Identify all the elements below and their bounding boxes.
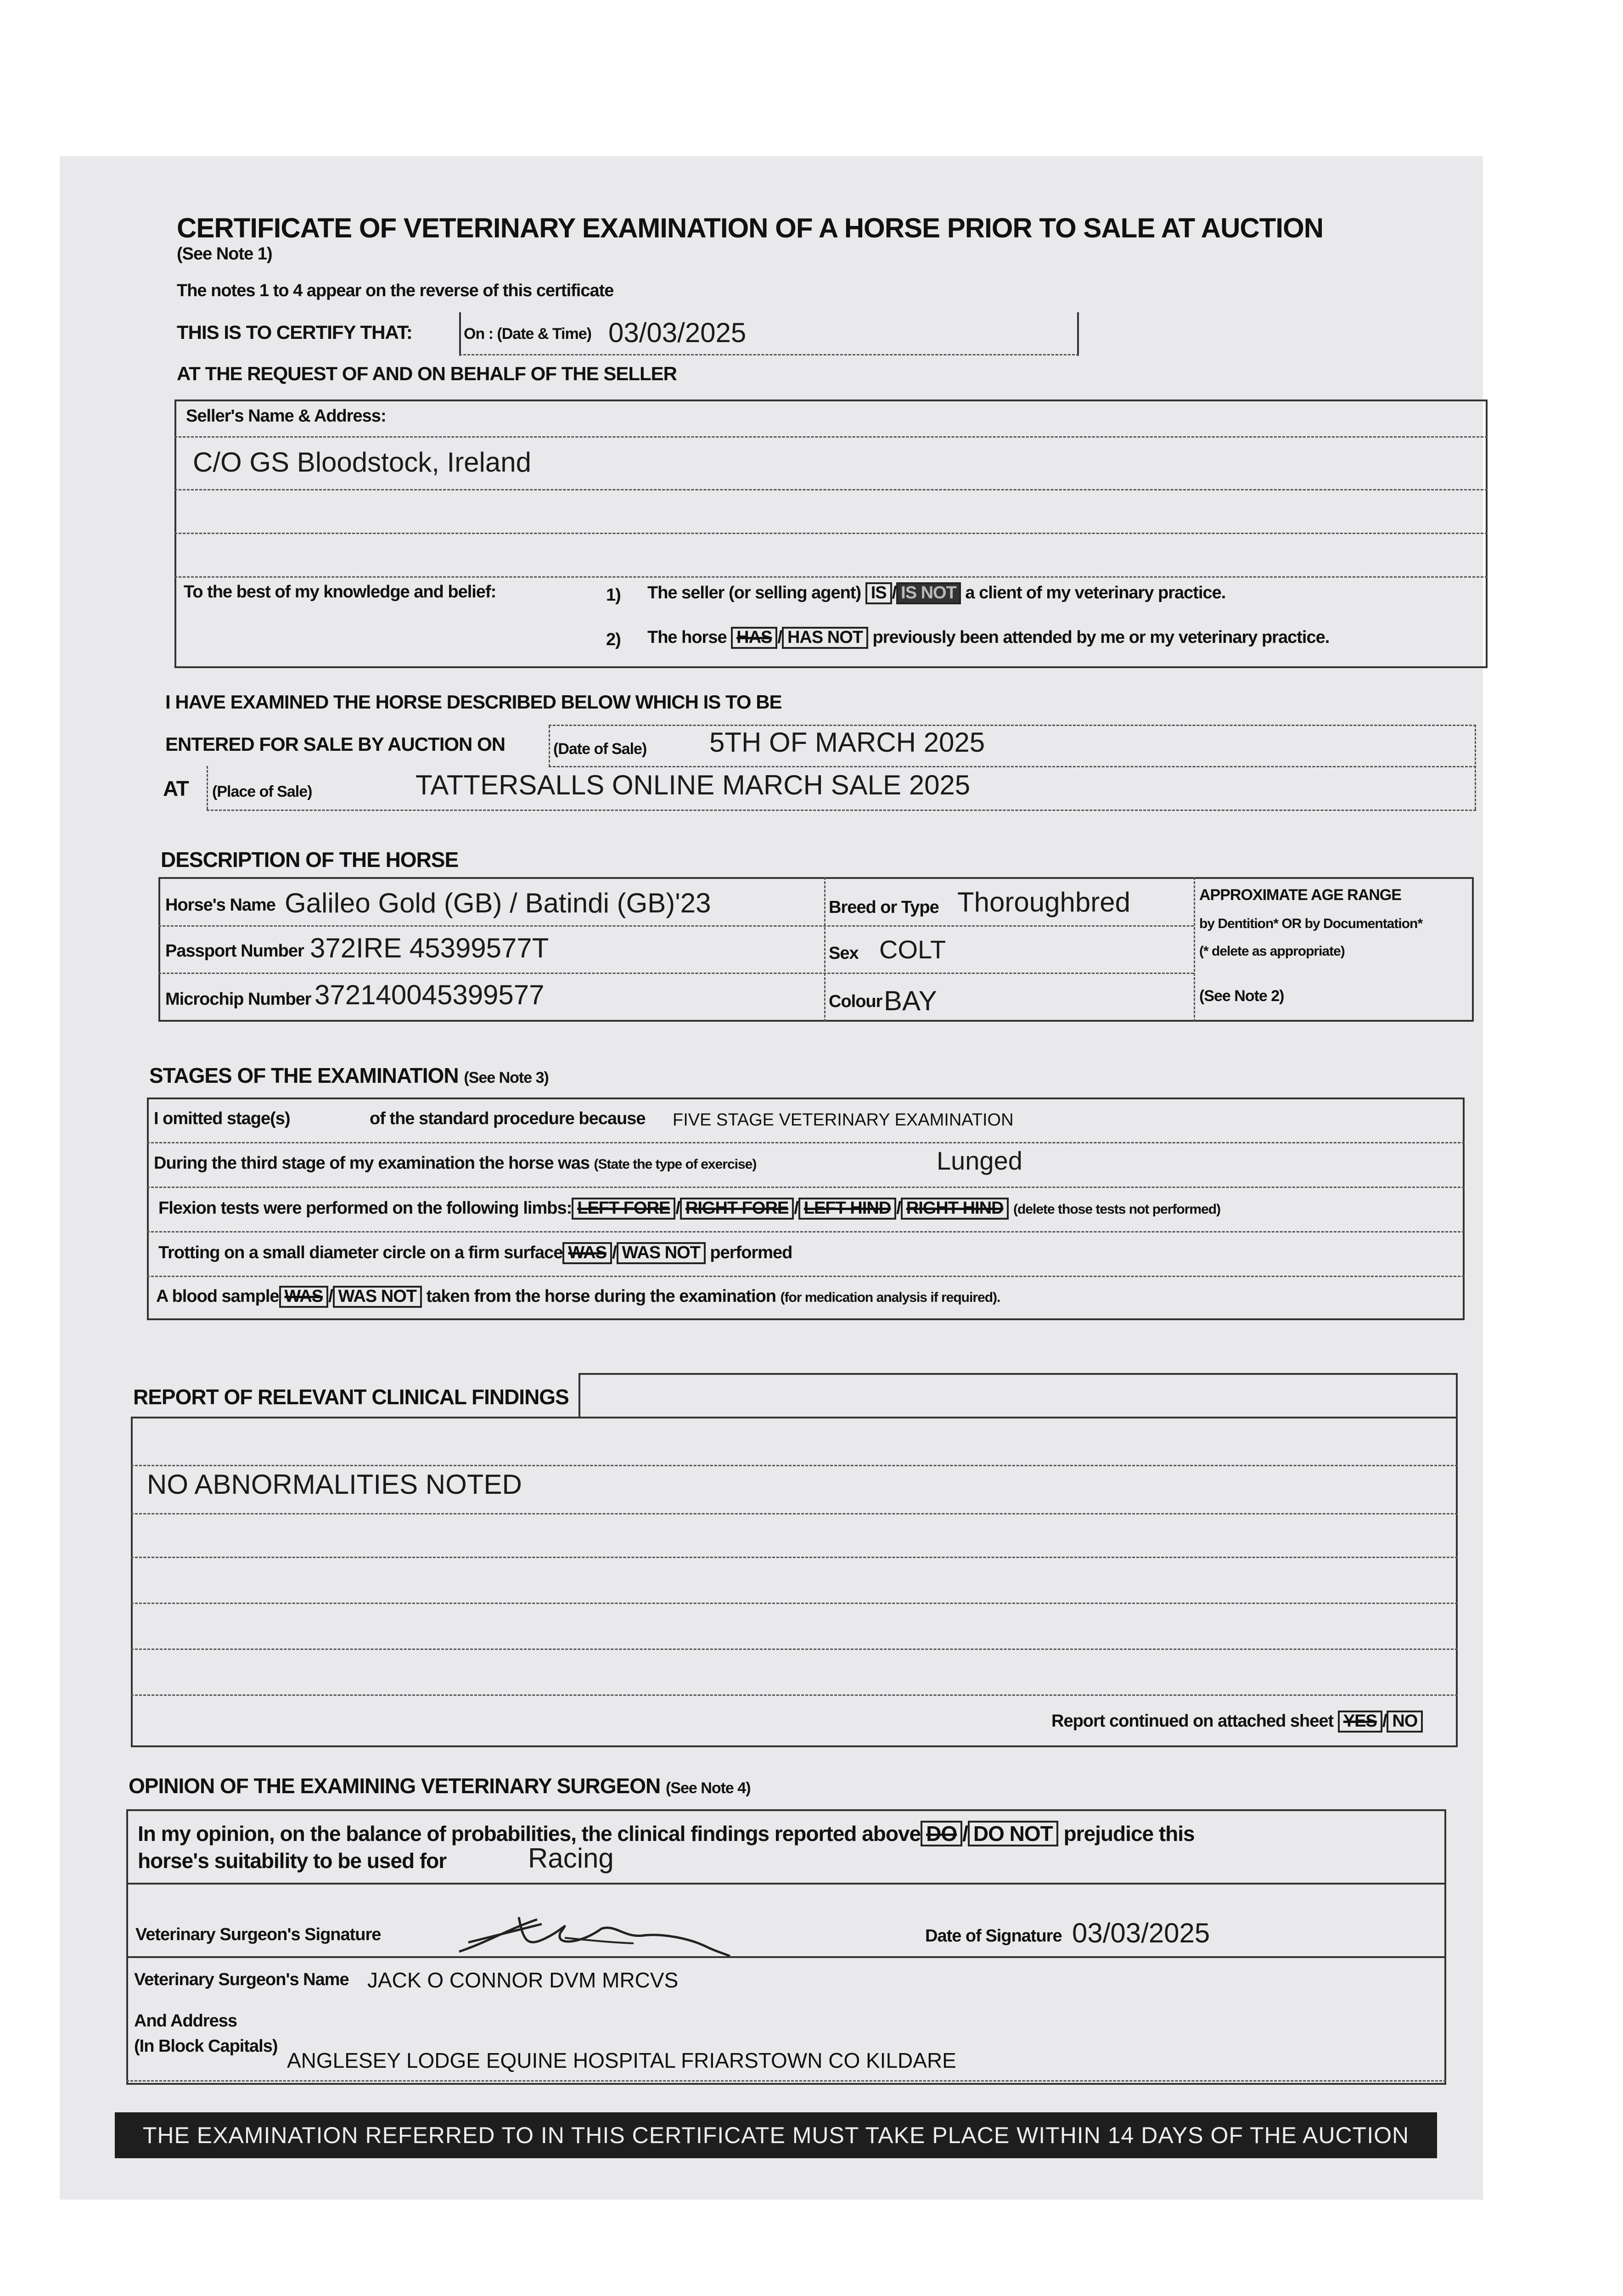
opinion-divider-2 [126,1956,1446,1958]
age-delete: (* delete as appropriate) [1199,944,1345,959]
report-line-6 [131,1694,1458,1696]
report-line-5 [131,1649,1458,1650]
third-stage-label: During the third stage of my examination the horse was [154,1154,590,1173]
q2-row [647,627,1329,649]
breed-value: Thoroughbred [957,887,1130,917]
report-heading-box [578,1373,1458,1417]
q1-is-not-option[interactable]: IS NOT [896,582,961,604]
q2-tail: previously been attended by me or my veterinary practice. [872,628,1330,647]
address-label-2: (In Block Capitals) [134,2037,278,2056]
age-note: (See Note 2) [1199,987,1284,1005]
microchip-value: 372140045399577 [314,979,545,1010]
date-sale-value: 5TH OF MARCH 2025 [709,727,985,758]
trot-label: Trotting on a small diameter circle on a firm surface [158,1243,563,1262]
continued-no-option[interactable]: NO [1387,1711,1423,1733]
trot-was-not-option[interactable]: WAS NOT [617,1242,706,1264]
flexion-tail: (delete those tests not performed) [1013,1202,1221,1217]
seller-line-3 [174,533,1488,534]
omitted-mid: of the standard procedure because [370,1109,646,1128]
q1-row [647,582,1225,604]
trot-was-option[interactable]: WAS [562,1242,612,1264]
on-date-label: On : (Date & Time) [464,325,591,343]
desc-col-line-1 [824,877,826,1022]
opinion-heading: OPINION OF THE EXAMINING VETERINARY SURGEON [129,1774,661,1798]
third-stage-hint: (State the type of exercise) [594,1157,757,1172]
opinion-divider-1 [126,1883,1446,1885]
colour-label: Colour [829,992,882,1011]
report-line-4 [131,1603,1458,1604]
report-value: NO ABNORMALITIES NOTED [147,1469,522,1500]
entered-label: ENTERED FOR SALE BY AUCTION ON [165,733,505,755]
flexion-row: Flexion tests were performed on the following limbs: LEFT FORE / RIGHT FORE / LEFT HIND / RIGHT HIND (delete those tests not performed) [158,1198,1220,1220]
stages-line-3 [147,1231,1465,1232]
seller-label: Seller's Name & Address: [186,406,386,426]
place-left [207,766,208,810]
surgeon-name-value: JACK O CONNOR DVM MRCVS [367,1968,679,1992]
opinion-line-1-text: In my opinion, on the balance of probabilities, the clinical findings reported above [138,1822,921,1846]
report-box [131,1417,1458,1747]
address-label-1: And Address [134,2011,237,2031]
examined-label: I HAVE EXAMINED THE HORSE DESCRIBED BELOW WHICH IS TO BE [165,691,782,713]
flex-right-hind[interactable]: RIGHT HIND [901,1198,1009,1220]
age-heading: APPROXIMATE AGE RANGE [1199,886,1401,904]
report-line-1 [131,1465,1458,1466]
date-sale-left [549,726,550,767]
horse-name-value: Galileo Gold (GB) / Batindi (GB)'23 [285,888,711,918]
date-sale-top [549,725,1476,726]
passport-value: 372IRE 45399577T [310,933,549,963]
place-value: TATTERSALLS ONLINE MARCH SALE 2025 [416,770,971,800]
sale-right [1475,725,1476,810]
third-stage-row [154,1154,756,1173]
seller-line-1 [174,436,1488,438]
stages-heading-note: (See Note 3) [464,1069,549,1086]
third-stage-value: Lunged [937,1146,1022,1175]
stages-line-4 [147,1276,1465,1277]
sex-value: COLT [879,935,946,964]
stages-line-2 [147,1187,1465,1188]
q2-has-not-option[interactable]: HAS NOT [782,627,868,649]
opinion-line-1-tail: prejudice this [1063,1822,1195,1846]
on-date-underline [459,354,1079,355]
q1-text: The seller (or selling agent) [647,583,861,602]
q1-number: 1) [606,585,621,605]
on-date-value: 03/03/2025 [608,317,747,348]
opinion-use-value: Racing [528,1843,614,1874]
q2-number: 2) [606,630,621,649]
opinion-line-1: In my opinion, on the balance of probabilities, the clinical findings reported above DO / DO NOT prejudice this [138,1821,1195,1846]
surgeon-name-label: Veterinary Surgeon's Name [134,1970,349,1989]
knowledge-label: To the best of my knowledge and belief: [184,582,496,602]
horse-name-label: Horse's Name [165,895,275,915]
opinion-line-2: horse's suitability to be used for [138,1849,447,1873]
sex-label: Sex [829,944,859,963]
flexion-label: Flexion tests were performed on the following limbs: [158,1199,572,1218]
age-by: by Dentition* OR by Documentation* [1199,916,1423,931]
q1-separator: / [892,583,897,602]
report-line-2 [131,1513,1458,1514]
report-heading: REPORT OF RELEVANT CLINICAL FINDINGS [133,1385,569,1409]
date-signature-value: 03/03/2025 [1072,1918,1210,1948]
trot-tail: performed [710,1243,792,1262]
opinion-do-not-option[interactable]: DO NOT [968,1821,1058,1846]
see-note-1: (See Note 1) [177,244,272,264]
opinion-heading-note: (See Note 4) [666,1779,751,1797]
address-underline [126,2080,1446,2082]
q2-text: The horse [647,628,727,647]
desc-row-line-1 [158,925,1194,927]
q2-separator: / [777,628,782,647]
q1-tail: a client of my veterinary practice. [965,583,1226,602]
flex-left-hind[interactable]: LEFT HIND [798,1198,896,1220]
desc-col-line-2 [1194,877,1195,1022]
continued-yes-option[interactable]: YES [1338,1711,1382,1733]
seller-value: C/O GS Bloodstock, Ireland [193,447,531,478]
desc-row-line-2 [158,973,1194,974]
stages-heading: STAGES OF THE EXAMINATION [149,1064,459,1087]
breed-label: Breed or Type [829,898,939,917]
blood-was-option[interactable]: WAS [279,1286,329,1308]
q2-has-option[interactable]: HAS [731,627,777,649]
certificate-title: CERTIFICATE OF VETERINARY EXAMINATION OF A HORSE PRIOR TO SALE AT AUCTION [177,213,1324,243]
microchip-label: Microchip Number [165,990,311,1009]
blood-tail: taken from the horse during the examination [426,1287,776,1306]
notes-line: The notes 1 to 4 appear on the reverse of this certificate [177,281,614,300]
opinion-do-option[interactable]: DO [921,1821,962,1846]
blood-was-not-option[interactable]: WAS NOT [333,1286,422,1308]
signature-label: Veterinary Surgeon's Signature [135,1925,381,1944]
opinion-heading-row [129,1773,751,1798]
blood-hint: (for medication analysis if required). [780,1290,1000,1305]
seller-line-4 [174,576,1488,578]
omitted-value: FIVE STAGE VETERINARY EXAMINATION [673,1110,1014,1130]
colour-value: BAY [884,985,937,1016]
omitted-label: I omitted stage(s) [154,1109,290,1128]
passport-label: Passport Number [165,941,304,961]
trot-row: Trotting on a small diameter circle on a firm surface WAS / WAS NOT performed [158,1242,792,1264]
date-sale-hint: (Date of Sale) [553,740,647,758]
blood-label: A blood sample [156,1287,279,1306]
at-label: AT [163,777,189,800]
request-label: AT THE REQUEST OF AND ON BEHALF OF THE SELLER [177,363,677,384]
place-bottom [207,810,1476,811]
flex-right-fore[interactable]: RIGHT FORE [680,1198,794,1220]
date-sale-bottom [549,766,1476,767]
report-line-3 [131,1557,1458,1558]
certify-label: THIS IS TO CERTIFY THAT: [177,321,412,343]
date-signature-label: Date of Signature [925,1926,1062,1946]
seller-line-2 [174,489,1488,490]
q1-is-option[interactable]: IS [865,582,892,604]
continued-row: Report continued on attached sheet YES / NO [1051,1711,1423,1733]
address-value: ANGLESEY LODGE EQUINE HOSPITAL FRIARSTOWN CO KILDARE [287,2048,956,2072]
description-heading: DESCRIPTION OF THE HORSE [161,848,459,872]
footer-banner: THE EXAMINATION REFERRED TO IN THIS CERTIFICATE MUST TAKE PLACE WITHIN 14 DAYS OF THE AUCTION [115,2112,1437,2158]
flex-left-fore[interactable]: LEFT FORE [572,1198,675,1220]
signature-scribble [450,1910,735,1961]
stages-heading-row [149,1063,549,1088]
stages-line-1 [147,1142,1465,1143]
continued-label: Report continued on attached sheet [1051,1711,1334,1731]
place-hint: (Place of Sale) [212,783,312,800]
blood-row: A blood sample WAS / WAS NOT taken from the horse during the examination (for medication analysis if required). [156,1286,1000,1308]
